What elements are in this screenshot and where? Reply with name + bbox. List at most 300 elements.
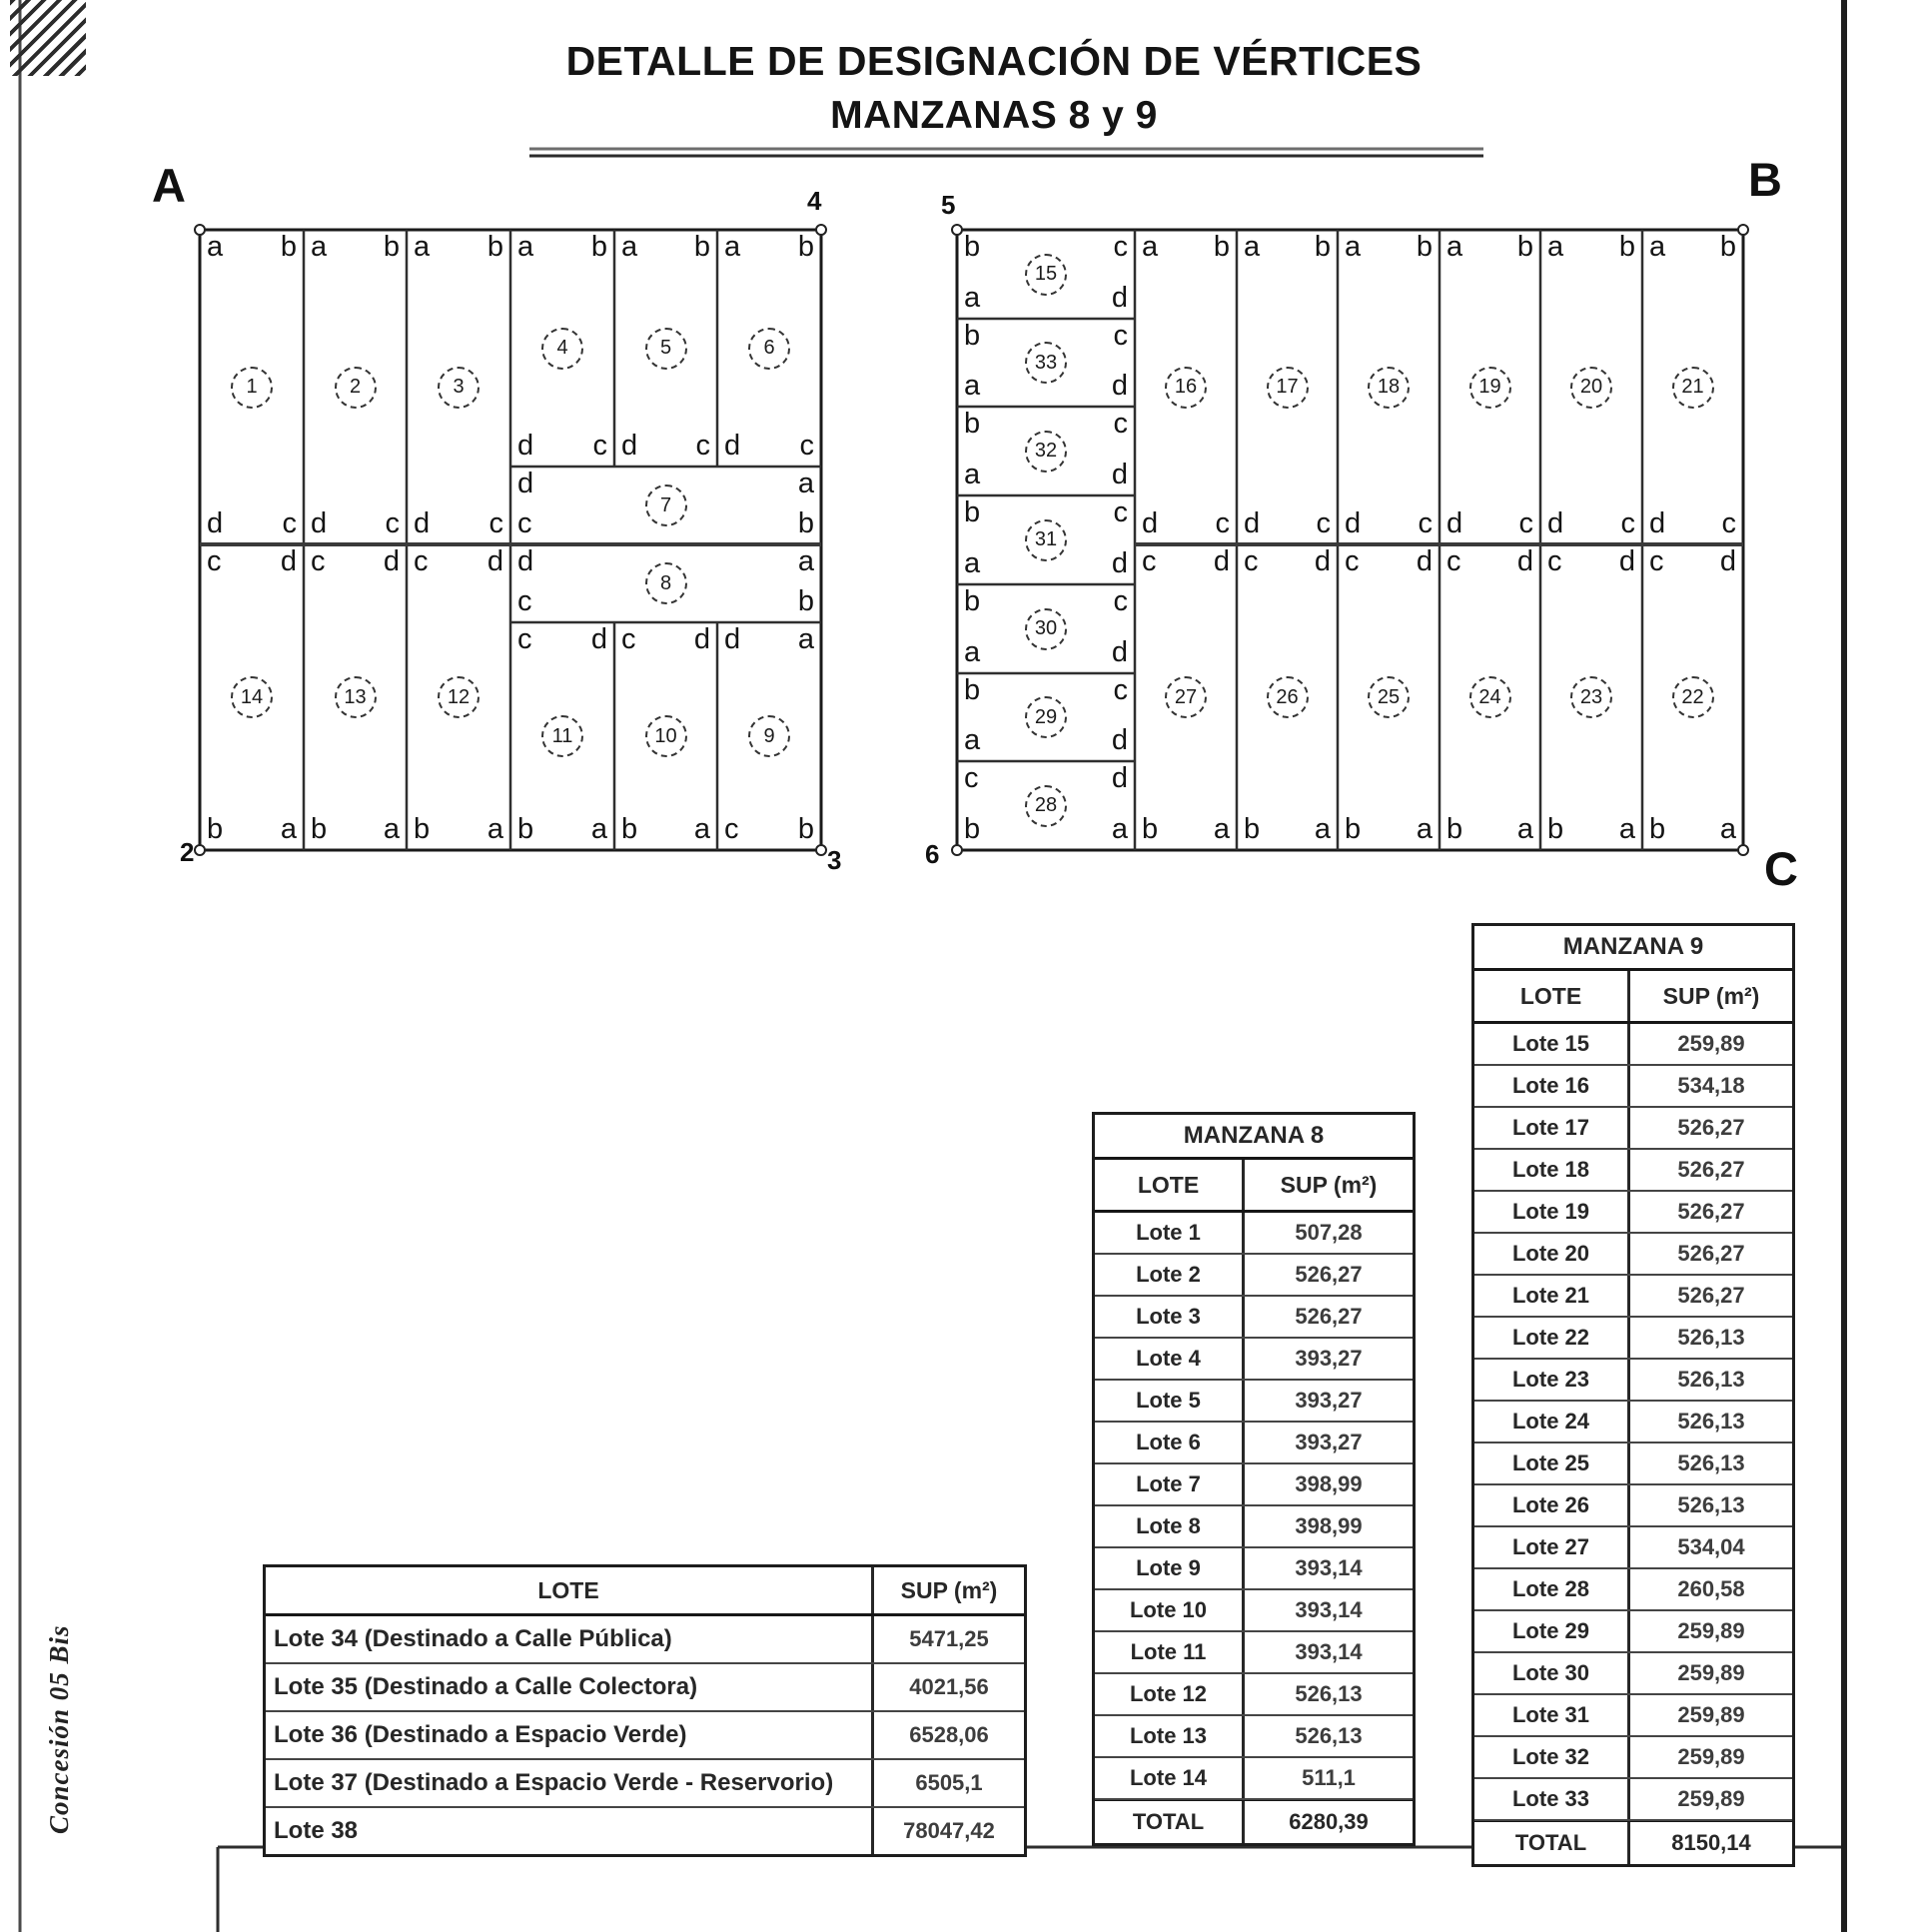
lot-area-cell: 78047,42 <box>903 1818 995 1843</box>
column-header-lote: LOTE <box>266 1567 874 1613</box>
lot-area-cell: 526,27 <box>1677 1283 1745 1308</box>
vertex-letter: a <box>797 545 814 577</box>
lot-area-cell: 526,13 <box>1295 1723 1363 1748</box>
lot-name-cell: Lote 6 <box>1095 1423 1245 1462</box>
vertex-letter: b <box>964 813 981 845</box>
vertex-letter: d <box>280 545 297 577</box>
vertex-letter: a <box>1446 231 1463 263</box>
table-row <box>1474 1444 1792 1485</box>
lot-name-cell: Lote 5 <box>1095 1381 1245 1421</box>
lot-area-cell: 526,13 <box>1677 1492 1745 1517</box>
vertex-letter: c <box>282 507 297 539</box>
lot-7 <box>510 467 821 544</box>
vertex-letter: a <box>1618 813 1635 845</box>
vertex-letter: b <box>797 813 814 845</box>
vertex-letter: c <box>1113 320 1128 352</box>
lot-27 <box>1135 544 1237 850</box>
vertex-letter: d <box>693 623 710 655</box>
vertex-letter: d <box>621 430 638 462</box>
table-row <box>1474 1569 1792 1611</box>
lot-32 <box>957 407 1135 495</box>
vertex-letter: d <box>1244 507 1261 539</box>
lot-15 <box>957 230 1135 319</box>
vertex-letter: c <box>1446 545 1461 577</box>
vertex-letter: b <box>486 231 503 263</box>
vertex-letter: a <box>311 231 328 263</box>
vertex-letter: c <box>1620 507 1635 539</box>
column-header-lote: LOTE <box>1474 971 1630 1021</box>
vertex-letter: a <box>207 231 224 263</box>
lot-24 <box>1439 544 1540 850</box>
lot-area-cell: 6528,06 <box>909 1722 989 1747</box>
lot-10 <box>614 622 717 850</box>
vertex-letter: c <box>385 507 400 539</box>
vertex-letter: d <box>517 545 534 577</box>
vertex-letter: b <box>311 813 328 845</box>
vertex-letter: b <box>414 813 431 845</box>
lot-area-cell: 259,89 <box>1677 1618 1745 1643</box>
lot-30 <box>957 584 1135 673</box>
vertex-letter: b <box>1446 813 1463 845</box>
table-manzana-9 <box>1471 923 1795 1867</box>
lot-number: 10 <box>645 715 687 757</box>
lot-name-cell: Lote 23 <box>1474 1360 1630 1400</box>
lot-area-cell: 534,04 <box>1677 1534 1745 1559</box>
lot-area-cell: 526,27 <box>1677 1199 1745 1224</box>
lot-2 <box>304 230 407 544</box>
lot-area-cell: 259,89 <box>1677 1744 1745 1769</box>
column-header-lote: LOTE <box>1095 1160 1245 1210</box>
corner-point-2: 2 <box>180 837 195 867</box>
lot-area-cell: 526,27 <box>1295 1262 1363 1287</box>
total-label-cell: TOTAL <box>1474 1822 1630 1864</box>
lot-area-cell: 260,58 <box>1677 1576 1745 1601</box>
vertex-letter: d <box>517 468 534 499</box>
vertex-letter: a <box>1719 813 1736 845</box>
table-row <box>1474 1234 1792 1276</box>
lot-number: 19 <box>1469 367 1511 409</box>
vertex-letter: a <box>797 468 814 499</box>
lot-name-cell: Lote 26 <box>1474 1485 1630 1525</box>
corner-point-A: A <box>152 159 186 212</box>
vertex-letter: d <box>207 507 224 539</box>
lot-name-cell: Lote 34 (Destinado a Calle Pública) <box>266 1616 874 1662</box>
lot-number: 24 <box>1469 676 1511 718</box>
table-row <box>1474 1485 1792 1527</box>
vertex-letter: b <box>1314 231 1331 263</box>
lot-name-cell: Lote 18 <box>1474 1150 1630 1190</box>
vertex-letter: b <box>964 231 981 263</box>
vertex-letter: d <box>590 623 607 655</box>
lot-area-cell: 526,13 <box>1677 1325 1745 1350</box>
vertex-letter: c <box>488 507 503 539</box>
vertex-letter: c <box>1215 507 1230 539</box>
table-row <box>1095 1423 1413 1464</box>
table-row <box>1095 1381 1413 1423</box>
table-row <box>1095 1506 1413 1548</box>
table-row <box>1474 1108 1792 1150</box>
lot-number: 2 <box>335 367 377 409</box>
lot-name-cell: Lote 20 <box>1474 1234 1630 1274</box>
vertex-letter: b <box>797 585 814 617</box>
vertex-letter: a <box>280 813 297 845</box>
vertex-letter: d <box>1111 459 1128 490</box>
vertex-letter: d <box>1345 507 1362 539</box>
lot-area-cell: 259,89 <box>1677 1702 1745 1727</box>
lot-name-cell: Lote 27 <box>1474 1527 1630 1567</box>
corner-point-5: 5 <box>941 190 956 220</box>
lot-number: 7 <box>645 484 687 526</box>
lot-area-cell: 259,89 <box>1677 1031 1745 1056</box>
table-reserved-lots <box>263 1564 1027 1857</box>
vertex-letter: a <box>590 813 607 845</box>
lot-name-cell: Lote 29 <box>1474 1611 1630 1651</box>
table-row <box>1095 1160 1413 1213</box>
lot-area-cell: 393,27 <box>1295 1388 1363 1413</box>
vertex-letter: b <box>621 813 638 845</box>
vertex-letter: a <box>1244 231 1261 263</box>
vertex-letter: d <box>1111 724 1128 756</box>
vertex-letter: c <box>1316 507 1331 539</box>
table-row <box>1095 1297 1413 1339</box>
vertex-letter: b <box>964 408 981 440</box>
lot-number: 18 <box>1368 367 1410 409</box>
table-row <box>266 1712 1024 1760</box>
lot-name-cell: Lote 25 <box>1474 1444 1630 1483</box>
vertex-letter: b <box>1416 231 1433 263</box>
vertex-letter: c <box>1142 545 1157 577</box>
lot-name-cell: Lote 15 <box>1474 1024 1630 1064</box>
vertex-letter: b <box>280 231 297 263</box>
table-row <box>1095 1115 1413 1160</box>
lot-26 <box>1237 544 1338 850</box>
vertex-letter: c <box>414 545 429 577</box>
table-row <box>1095 1800 1413 1843</box>
corner-point-3: 3 <box>827 845 842 875</box>
lot-name-cell: Lote 19 <box>1474 1192 1630 1232</box>
lot-4 <box>510 230 614 467</box>
lot-area-cell: 393,14 <box>1295 1639 1363 1664</box>
table-row <box>1095 1464 1413 1506</box>
vertex-letter: d <box>1516 545 1533 577</box>
lot-number: 14 <box>231 676 273 718</box>
table-title: MANZANA 8 <box>1183 1122 1325 1149</box>
lot-17 <box>1237 230 1338 544</box>
vertex-letter: d <box>724 430 741 462</box>
lot-number: 29 <box>1025 696 1067 738</box>
vertex-letter: b <box>1244 813 1261 845</box>
vertex-letter: d <box>1446 507 1463 539</box>
vertex-letter: c <box>1113 585 1128 617</box>
lot-name-cell: Lote 4 <box>1095 1339 1245 1379</box>
vertex-letter: b <box>1649 813 1666 845</box>
lot-area-cell: 393,27 <box>1295 1346 1363 1371</box>
lot-area-cell: 526,27 <box>1295 1304 1363 1329</box>
lot-name-cell: Lote 35 (Destinado a Calle Colectora) <box>266 1664 874 1710</box>
vertex-letter: b <box>517 813 534 845</box>
lot-21 <box>1642 230 1743 544</box>
vertex-letter: b <box>1516 231 1533 263</box>
vertex-letter: a <box>724 231 741 263</box>
lot-area-cell: 398,99 <box>1295 1513 1363 1538</box>
vertex-letter: d <box>724 623 741 655</box>
vertex-letter: a <box>1142 231 1159 263</box>
corner-point-6: 6 <box>925 839 940 869</box>
lot-name-cell: Lote 30 <box>1474 1653 1630 1693</box>
lot-area-cell: 398,99 <box>1295 1471 1363 1496</box>
vertex-letter: a <box>414 231 431 263</box>
table-row <box>1095 1548 1413 1590</box>
vertex-letter: c <box>1345 545 1360 577</box>
lot-number: 6 <box>748 328 790 370</box>
lot-number: 23 <box>1570 676 1612 718</box>
table-row <box>266 1760 1024 1808</box>
lot-12 <box>407 544 510 850</box>
vertex-letter: a <box>517 231 534 263</box>
vertex-letter: d <box>1649 507 1666 539</box>
lot-29 <box>957 673 1135 761</box>
lot-9 <box>717 622 821 850</box>
vertex-letter: d <box>486 545 503 577</box>
lot-area-cell: 526,13 <box>1295 1681 1363 1706</box>
lot-name-cell: Lote 33 <box>1474 1779 1630 1819</box>
lot-name-cell: Lote 17 <box>1474 1108 1630 1148</box>
lot-number: 5 <box>645 328 687 370</box>
table-row <box>1474 1779 1792 1821</box>
vertex-letter: a <box>964 724 981 756</box>
table-row <box>1095 1716 1413 1758</box>
table-row <box>1474 926 1792 971</box>
vertex-letter: a <box>964 370 981 402</box>
vertex-letter: d <box>1719 545 1736 577</box>
lot-area-cell: 526,13 <box>1677 1450 1745 1475</box>
lot-18 <box>1338 230 1439 544</box>
lot-number: 20 <box>1570 367 1612 409</box>
corner-point-C: C <box>1764 842 1798 895</box>
vertex-letter: d <box>1142 507 1159 539</box>
vertex-letter: d <box>1111 636 1128 668</box>
table-row <box>1474 1695 1792 1737</box>
lot-name-cell: Lote 2 <box>1095 1255 1245 1295</box>
vertex-letter: b <box>207 813 224 845</box>
vertex-letter: a <box>1111 813 1128 845</box>
lot-area-cell: 259,89 <box>1677 1786 1745 1811</box>
lot-23 <box>1540 544 1642 850</box>
lot-area-cell: 259,89 <box>1677 1660 1745 1685</box>
page-title: DETALLE DE DESIGNACIÓN DE VÉRTICES <box>565 38 1423 84</box>
lot-area-cell: 526,13 <box>1677 1409 1745 1434</box>
vertex-letter: c <box>1113 231 1128 263</box>
vertex-letter: c <box>1418 507 1433 539</box>
lot-number: 21 <box>1672 367 1714 409</box>
lot-name-cell: Lote 3 <box>1095 1297 1245 1337</box>
lot-number: 8 <box>645 562 687 604</box>
lot-name-cell: Lote 10 <box>1095 1590 1245 1630</box>
lot-name-cell: Lote 11 <box>1095 1632 1245 1672</box>
lot-number: 33 <box>1025 342 1067 384</box>
vertex-letter: a <box>1314 813 1331 845</box>
vertex-letter: a <box>383 813 400 845</box>
table-row <box>266 1808 1024 1854</box>
vertex-letter: b <box>797 231 814 263</box>
lot-14 <box>200 544 304 850</box>
table-row <box>1095 1674 1413 1716</box>
vertex-letter: d <box>1111 282 1128 314</box>
lot-area-cell: 511,1 <box>1302 1765 1356 1790</box>
vertex-letter: d <box>1111 762 1128 794</box>
lot-3 <box>407 230 510 544</box>
table-row <box>1474 1402 1792 1444</box>
table-row <box>266 1567 1024 1616</box>
table-title: MANZANA 9 <box>1562 933 1704 960</box>
hatch-corner-mark <box>10 0 86 76</box>
lot-5 <box>614 230 717 467</box>
lot-number: 31 <box>1025 519 1067 561</box>
corner-point-B: B <box>1748 153 1782 206</box>
lot-number: 30 <box>1025 608 1067 650</box>
lot-number: 15 <box>1025 254 1067 296</box>
lot-name-cell: Lote 13 <box>1095 1716 1245 1756</box>
lot-area-cell: 534,18 <box>1677 1073 1745 1098</box>
page-subtitle: MANZANAS 8 y 9 <box>830 94 1158 137</box>
lot-name-cell: Lote 12 <box>1095 1674 1245 1714</box>
lot-number: 4 <box>541 328 583 370</box>
lot-area-cell: 526,13 <box>1677 1367 1745 1392</box>
vertex-letter: a <box>621 231 638 263</box>
table-row <box>1474 1611 1792 1653</box>
lot-number: 13 <box>335 676 377 718</box>
vertex-letter: a <box>964 636 981 668</box>
table-row <box>1095 1758 1413 1800</box>
vertex-letter: c <box>1649 545 1664 577</box>
vertex-letter: b <box>1213 231 1230 263</box>
vertex-letter: b <box>1618 231 1635 263</box>
table-row <box>1474 1318 1792 1360</box>
lot-22 <box>1642 544 1743 850</box>
table-row <box>1474 1653 1792 1695</box>
vertex-letter: b <box>797 507 814 539</box>
lot-19 <box>1439 230 1540 544</box>
vertex-letter: c <box>517 623 532 655</box>
vertex-letter: c <box>1518 507 1533 539</box>
table-row <box>1474 1192 1792 1234</box>
vertex-letter: b <box>590 231 607 263</box>
column-header-sup: SUP (m²) <box>1280 1171 1378 1198</box>
lot-area-cell: 393,27 <box>1295 1430 1363 1454</box>
vertex-letter: c <box>517 507 532 539</box>
table-row <box>1474 1024 1792 1066</box>
vertex-letter: a <box>1547 231 1564 263</box>
vertex-letter: c <box>311 545 326 577</box>
table-row <box>1474 1276 1792 1318</box>
table-row <box>1095 1213 1413 1255</box>
vertex-letter: b <box>693 231 710 263</box>
lot-13 <box>304 544 407 850</box>
lot-name-cell: Lote 32 <box>1474 1737 1630 1777</box>
vertex-letter: b <box>1719 231 1736 263</box>
table-row <box>266 1664 1024 1712</box>
lot-name-cell: Lote 9 <box>1095 1548 1245 1588</box>
lot-area-cell: 526,27 <box>1677 1157 1745 1182</box>
lot-name-cell: Lote 22 <box>1474 1318 1630 1358</box>
table-row <box>1474 1360 1792 1402</box>
table-row <box>1474 1737 1792 1779</box>
vertex-letter: d <box>1111 370 1128 402</box>
vertex-letter: c <box>517 585 532 617</box>
lot-number: 26 <box>1267 676 1309 718</box>
lot-6 <box>717 230 821 467</box>
lot-number: 28 <box>1025 785 1067 827</box>
vertex-letter: a <box>964 547 981 579</box>
table-row <box>1474 1527 1792 1569</box>
vertex-letter: c <box>1547 545 1562 577</box>
vertex-letter: d <box>1111 547 1128 579</box>
lot-area-cell: 393,14 <box>1295 1597 1363 1622</box>
concession-side-note: Concesión 05 Bis <box>44 1624 74 1834</box>
vertex-letter: b <box>964 496 981 528</box>
vertex-letter: c <box>1721 507 1736 539</box>
table-row <box>1474 1150 1792 1192</box>
vertex-letter: a <box>964 282 981 314</box>
vertex-letter: d <box>383 545 400 577</box>
lot-number: 22 <box>1672 676 1714 718</box>
lot-31 <box>957 495 1135 584</box>
vertex-letter: b <box>1142 813 1159 845</box>
vertex-letter: b <box>1547 813 1564 845</box>
vertex-letter: c <box>799 430 814 462</box>
lot-area-cell: 526,27 <box>1677 1115 1745 1140</box>
table-row <box>1095 1255 1413 1297</box>
lot-name-cell: Lote 36 (Destinado a Espacio Verde) <box>266 1712 874 1758</box>
vertex-letter: c <box>1113 408 1128 440</box>
vertex-letter: c <box>1244 545 1259 577</box>
lot-20 <box>1540 230 1642 544</box>
lot-name-cell: Lote 37 (Destinado a Espacio Verde - Reservorio) <box>266 1760 874 1806</box>
vertex-letter: c <box>621 623 636 655</box>
lot-1 <box>200 230 304 544</box>
lot-number: 16 <box>1165 367 1207 409</box>
total-label-cell: TOTAL <box>1095 1801 1245 1843</box>
lot-number: 12 <box>438 676 480 718</box>
table-row <box>1095 1632 1413 1674</box>
vertex-letter: a <box>1416 813 1433 845</box>
lot-number: 9 <box>748 715 790 757</box>
table-row <box>1095 1590 1413 1632</box>
vertex-letter: b <box>964 320 981 352</box>
lot-33 <box>957 319 1135 407</box>
vertex-letter: b <box>1345 813 1362 845</box>
vertex-letter: d <box>1416 545 1433 577</box>
vertex-letter: a <box>1649 231 1666 263</box>
vertex-letter: d <box>1547 507 1564 539</box>
vertex-letter: a <box>964 459 981 490</box>
column-header-sup: SUP (m²) <box>1662 982 1760 1009</box>
lot-number: 27 <box>1165 676 1207 718</box>
vertex-letter: d <box>1618 545 1635 577</box>
lot-area-cell: 4021,56 <box>909 1674 989 1699</box>
vertex-letter: a <box>1213 813 1230 845</box>
lot-name-cell: Lote 14 <box>1095 1758 1245 1798</box>
lot-area-cell: 507,28 <box>1295 1220 1363 1245</box>
lot-number: 11 <box>541 715 583 757</box>
table-manzana-8 <box>1092 1112 1416 1846</box>
vertex-letter: a <box>1516 813 1533 845</box>
lot-name-cell: Lote 1 <box>1095 1213 1245 1253</box>
table-row <box>1474 1821 1792 1864</box>
lot-number: 25 <box>1368 676 1410 718</box>
table-row <box>1474 1066 1792 1108</box>
vertex-letter: c <box>207 545 222 577</box>
